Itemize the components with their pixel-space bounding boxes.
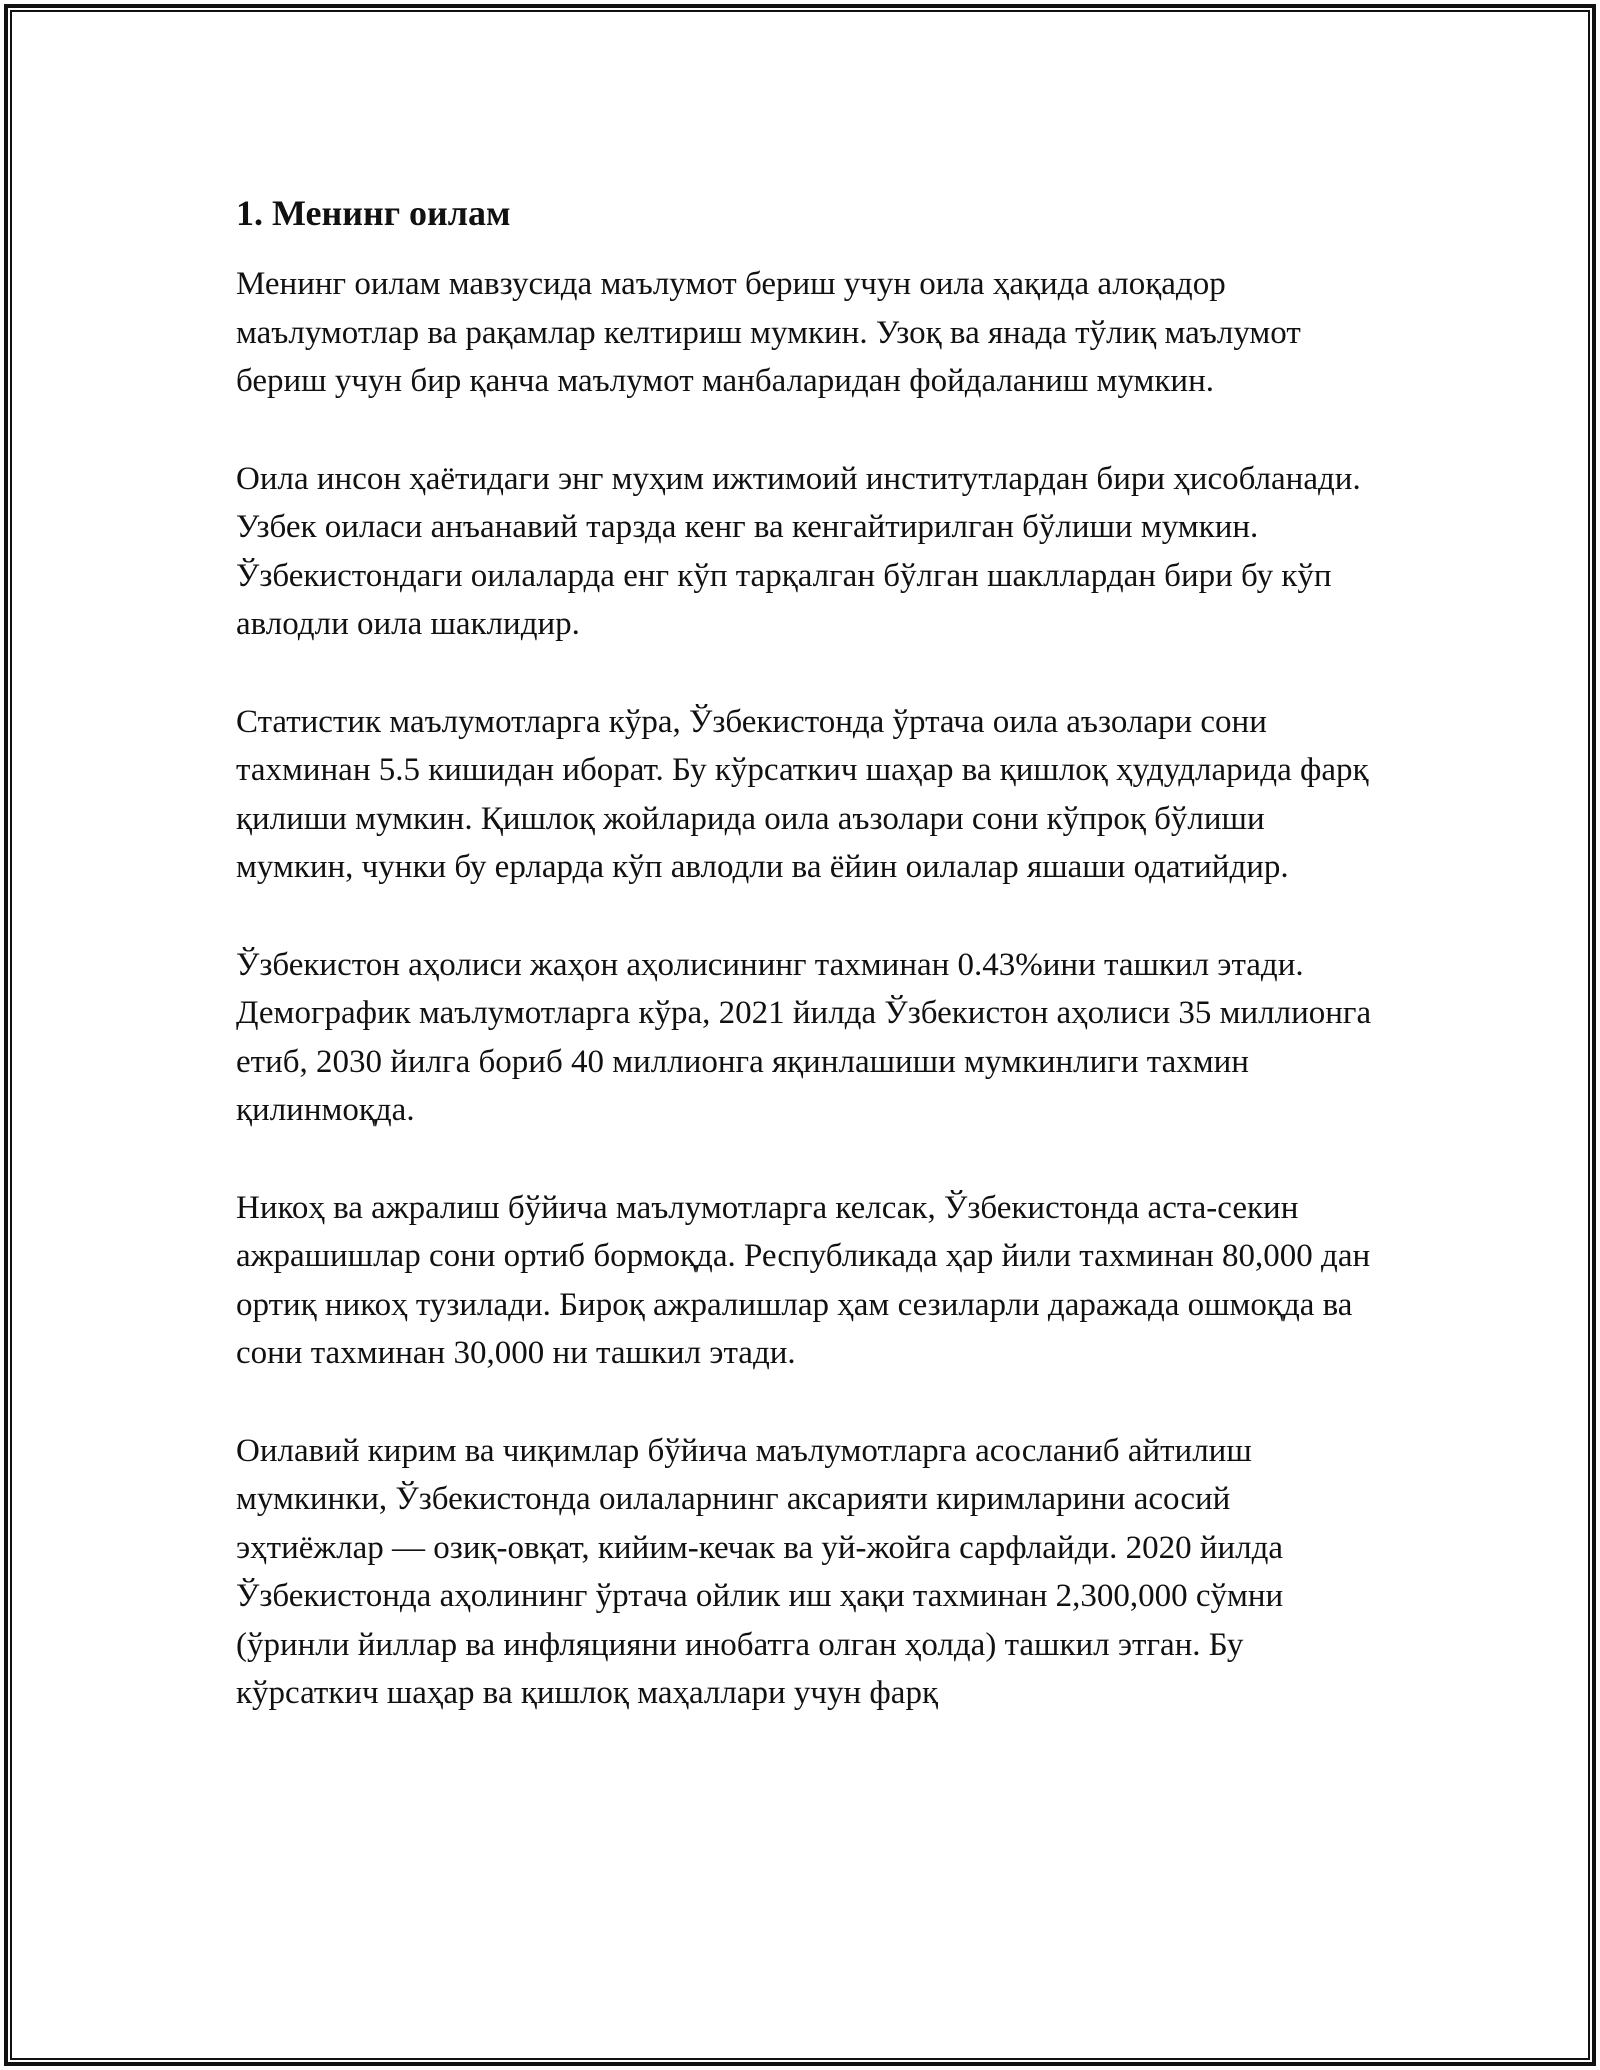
paragraph-income-expenses: Оилавий кирим ва чиқимлар бўйича маълумотларга асосланиб айтилиш мумкинки, Ўзбекистонда оилаларнинг аксарияти киримларини асосий эҳтиёжлар — озиқ-овқат, кийим-кечак ва уй-жойга сарфлайди. 2020 йилда Ўзбекистонда аҳолининг ўртача ойлик иш ҳақи тахминан 2,300,000 сўмни (ўринли йиллар ва инфляцияни инобатга олган ҳолда) ташкил этган. Бу кўрсаткич шаҳар ва қишлоқ маҳаллари учун фарқ <box>236 1432 1284 1711</box>
document-body <box>236 188 1381 1718</box>
paragraph-population: Ўзбекистон аҳолиси жаҳон аҳолисининг тахминан 0.43%ини ташкил этади. Демографик маълумотларга кўра, 2021 йилда Ўзбекистон аҳолиси 35 миллионга етиб, 2030 йилга бориб 40 миллионга яқинлашиши мумкинлиги тахмин қилинмоқда. <box>236 946 1372 1128</box>
paragraph-marriage-divorce: Никоҳ ва ажралиш бўйича маълумотларга келсак, Ўзбекистонда аста-секин ажрашишлар сони ортиб бормоқда. Республикада ҳар йили тахминан 80,000 дан ортиқ никоҳ тузилади. Бироқ ажралишлар ҳам сезиларли даражада ошмоқда ва сони тахминан 30,000 ни ташкил этади. <box>236 1189 1371 1371</box>
paragraph-family-size-statistics: Статистик маълумотларга кўра, Ўзбекистонда ўртача оила аъзолари сони тахминан 5.5 кишидан иборат. Бу кўрсаткич шаҳар ва қишлоқ ҳудудларида фарқ қилиши мумкин. Қишлоқ жойларида оила аъзолари сони кўпроқ бўлиши мумкин, чунки бу ерларда кўп авлодли ва ёйин оилалар яшаши одатийдир. <box>236 703 1369 885</box>
paragraph-intro: Менинг оилам мавзусида маълумот бериш учун оила ҳақида алоқадор маълумотлар ва рақамлар келтириш мумкин. Узоқ ва янада тўлиқ маълумот бериш учун бир қанча маълумот манбаларидан фойдаланиш мумкин. <box>236 266 1301 399</box>
section-heading: 1. Менинг оилам <box>236 193 511 233</box>
paragraph-family-institution: Оила инсон ҳаётидаги энг муҳим ижтимоий институтлардан бири ҳисобланади. Узбек оиласи анъанавий тарзда кенг ва кенгайтирилган бўлиши мумкин. Ўзбекистондаги оилаларда енг кўп тарқалган бўлган шакллардан бири бу кўп авлодли оила шаклидир. <box>236 460 1361 642</box>
